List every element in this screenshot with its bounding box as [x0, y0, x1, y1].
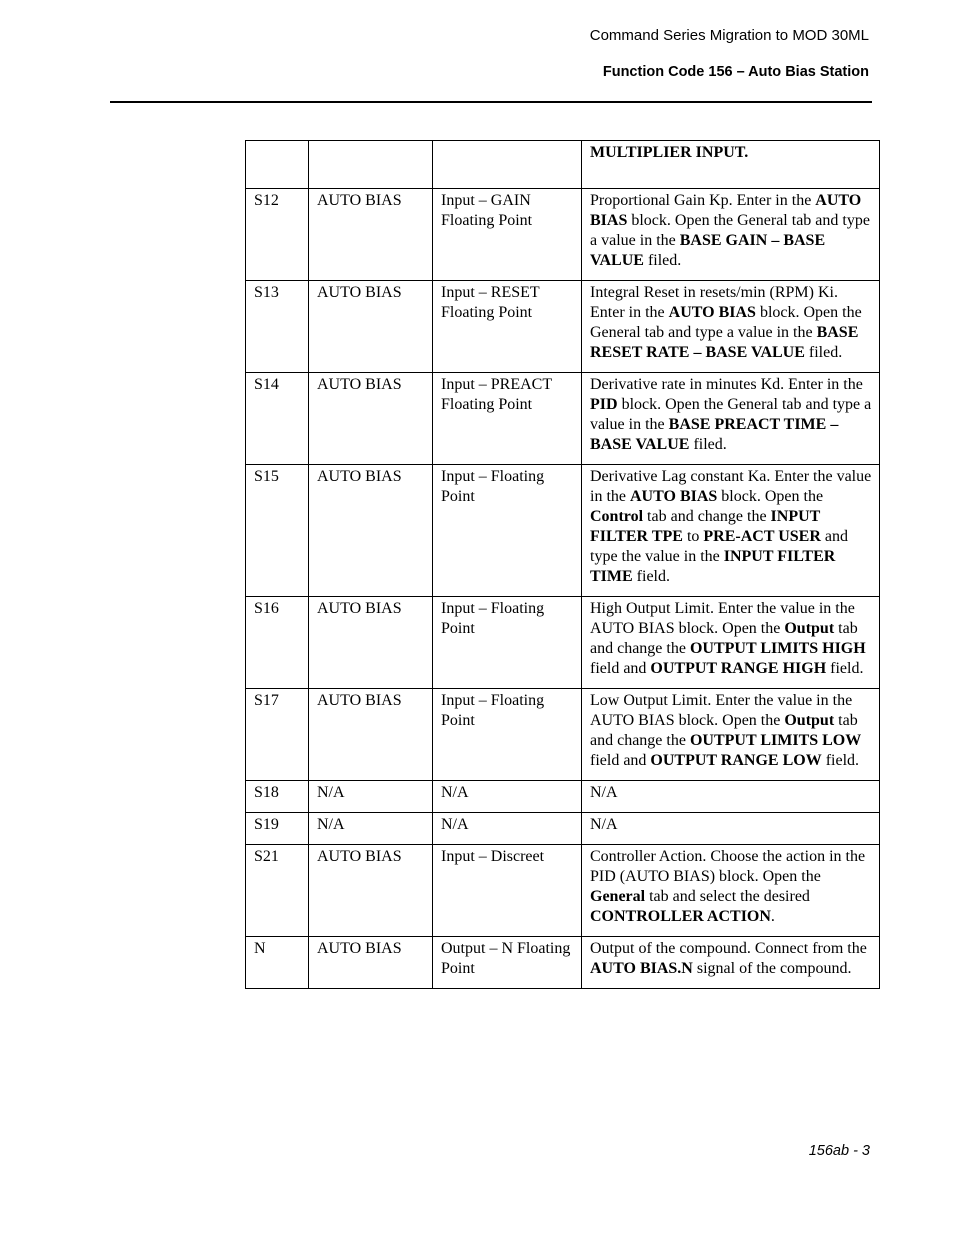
- specification-table: [245, 140, 880, 989]
- description-text: tab and select the desired: [645, 888, 810, 905]
- description-emphasis: OUTPUT LIMITS HIGH: [689, 640, 866, 657]
- description-emphasis: BASE PREACT TIME – BASE VALUE: [590, 416, 839, 453]
- description-text: block. Open the General tab and type a value in the: [590, 212, 870, 249]
- type-cell: Input – PREACT Floating Point: [433, 373, 582, 465]
- type-cell: Input – Floating Point: [433, 597, 582, 689]
- block-cell: AUTO BIAS: [309, 281, 433, 373]
- description-text: Derivative rate in minutes Kd. Enter in the: [590, 376, 863, 393]
- description-cell: [582, 141, 880, 189]
- description-emphasis: Output: [784, 620, 835, 637]
- description-text: block. Open the: [717, 488, 824, 505]
- description-cell: [582, 689, 880, 781]
- section-title: Function Code 156 – Auto Bias Station: [602, 64, 869, 80]
- spec-cell: S16: [246, 597, 309, 689]
- spec-cell: S18: [246, 781, 309, 813]
- document-title: Command Series Migration to MOD 30ML: [589, 27, 869, 44]
- type-cell: N/A: [433, 781, 582, 813]
- type-cell: Input – GAIN Floating Point: [433, 189, 582, 281]
- table-row: [246, 465, 880, 597]
- description-cell: [582, 781, 880, 813]
- header-divider: [110, 101, 872, 103]
- description-emphasis: INPUT FILTER TPE: [590, 508, 821, 545]
- description-emphasis: INPUT FILTER TIME: [590, 548, 836, 585]
- table-row: [246, 373, 880, 465]
- description-text: N/A: [590, 816, 618, 833]
- description-emphasis: OUTPUT LIMITS LOW: [689, 732, 862, 749]
- block-cell: AUTO BIAS: [309, 689, 433, 781]
- block-cell: N/A: [309, 813, 433, 845]
- description-cell: [582, 813, 880, 845]
- description-cell: [582, 189, 880, 281]
- type-cell: Input – Discreet: [433, 845, 582, 937]
- description-text: field and: [590, 660, 651, 677]
- block-cell: AUTO BIAS: [309, 937, 433, 989]
- description-text: .: [770, 908, 775, 925]
- description-text: Output of the compound. Connect from the: [590, 940, 867, 957]
- spec-cell: S13: [246, 281, 309, 373]
- description-emphasis: OUTPUT RANGE HIGH: [650, 660, 827, 677]
- table-row: [246, 281, 880, 373]
- description-text: to: [682, 528, 704, 545]
- block-cell: AUTO BIAS: [309, 597, 433, 689]
- table-row: [246, 597, 880, 689]
- type-cell: N/A: [433, 813, 582, 845]
- description-text: Controller Action. Choose the action in the PID (AUTO BIAS) block. Open the: [590, 848, 866, 885]
- block-cell: AUTO BIAS: [309, 189, 433, 281]
- description-emphasis: OUTPUT RANGE LOW: [650, 752, 822, 769]
- type-cell: [433, 141, 582, 189]
- table-row: [246, 189, 880, 281]
- table-row: [246, 141, 880, 189]
- description-text: N/A: [590, 784, 618, 801]
- description-text: High Output Limit. Enter the value in the AUTO BIAS block. Open the: [590, 600, 855, 637]
- description-emphasis: BASE RESET RATE – BASE VALUE: [590, 324, 859, 361]
- spec-cell: [246, 141, 309, 189]
- description-text: filed.: [643, 252, 682, 269]
- description-text: block. Open the General tab and type a value in the: [590, 304, 862, 341]
- type-cell: Input – Floating Point: [433, 465, 582, 597]
- description-emphasis: AUTO BIAS: [630, 488, 718, 505]
- description-text: Proportional Gain Kp. Enter in the: [590, 192, 816, 209]
- table-row: [246, 781, 880, 813]
- description-emphasis: AUTO BIAS: [590, 192, 862, 229]
- block-cell: [309, 141, 433, 189]
- table-row: [246, 937, 880, 989]
- description-emphasis: MULTIPLIER INPUT.: [590, 144, 749, 161]
- spec-cell: S12: [246, 189, 309, 281]
- block-cell: AUTO BIAS: [309, 845, 433, 937]
- description-text: Integral Reset in resets/min (RPM) Ki. Enter in the: [590, 284, 838, 321]
- table-row: [246, 845, 880, 937]
- description-text: field.: [821, 752, 860, 769]
- type-cell: Input – RESET Floating Point: [433, 281, 582, 373]
- spec-cell: N: [246, 937, 309, 989]
- description-text: field and: [590, 752, 651, 769]
- description-text: tab and change the: [643, 508, 771, 525]
- description-emphasis: PRE-ACT USER: [703, 528, 821, 545]
- description-emphasis: AUTO BIAS.N: [590, 960, 693, 977]
- description-text: field.: [826, 660, 864, 677]
- description-emphasis: PID: [590, 396, 618, 413]
- spec-cell: S19: [246, 813, 309, 845]
- block-cell: AUTO BIAS: [309, 373, 433, 465]
- description-cell: [582, 845, 880, 937]
- description-text: Low Output Limit. Enter the value in the AUTO BIAS block. Open the: [590, 692, 853, 729]
- type-cell: Output – N Floating Point: [433, 937, 582, 989]
- description-emphasis: General: [590, 888, 646, 905]
- description-emphasis: Control: [590, 508, 644, 525]
- description-cell: [582, 937, 880, 989]
- description-cell: [582, 373, 880, 465]
- spec-cell: S21: [246, 845, 309, 937]
- block-cell: N/A: [309, 781, 433, 813]
- description-emphasis: CONTROLLER ACTION: [590, 908, 771, 925]
- description-cell: [582, 465, 880, 597]
- block-cell: AUTO BIAS: [309, 465, 433, 597]
- description-text: and type the value in the: [590, 528, 848, 565]
- description-cell: [582, 597, 880, 689]
- description-emphasis: Output: [784, 712, 835, 729]
- description-text: tab and change the: [590, 620, 858, 657]
- description-text: field.: [632, 568, 670, 585]
- type-cell: Input – Floating Point: [433, 689, 582, 781]
- description-text: block. Open the General tab and type a value in the: [590, 396, 872, 433]
- table-row: [246, 813, 880, 845]
- description-text: filed.: [804, 344, 843, 361]
- description-text: tab and change the: [590, 712, 858, 749]
- specification-table-body: [246, 141, 880, 989]
- description-emphasis: AUTO BIAS: [668, 304, 756, 321]
- spec-cell: S14: [246, 373, 309, 465]
- description-text: Derivative Lag constant Ka. Enter the value in the: [590, 468, 872, 505]
- description-cell: [582, 281, 880, 373]
- description-emphasis: BASE GAIN – BASE VALUE: [590, 232, 826, 269]
- spec-cell: S15: [246, 465, 309, 597]
- description-text: signal of the compound.: [692, 960, 852, 977]
- spec-cell: S17: [246, 689, 309, 781]
- table-row: [246, 689, 880, 781]
- page-number: 156ab - 3: [808, 1143, 870, 1159]
- description-text: filed.: [689, 436, 727, 453]
